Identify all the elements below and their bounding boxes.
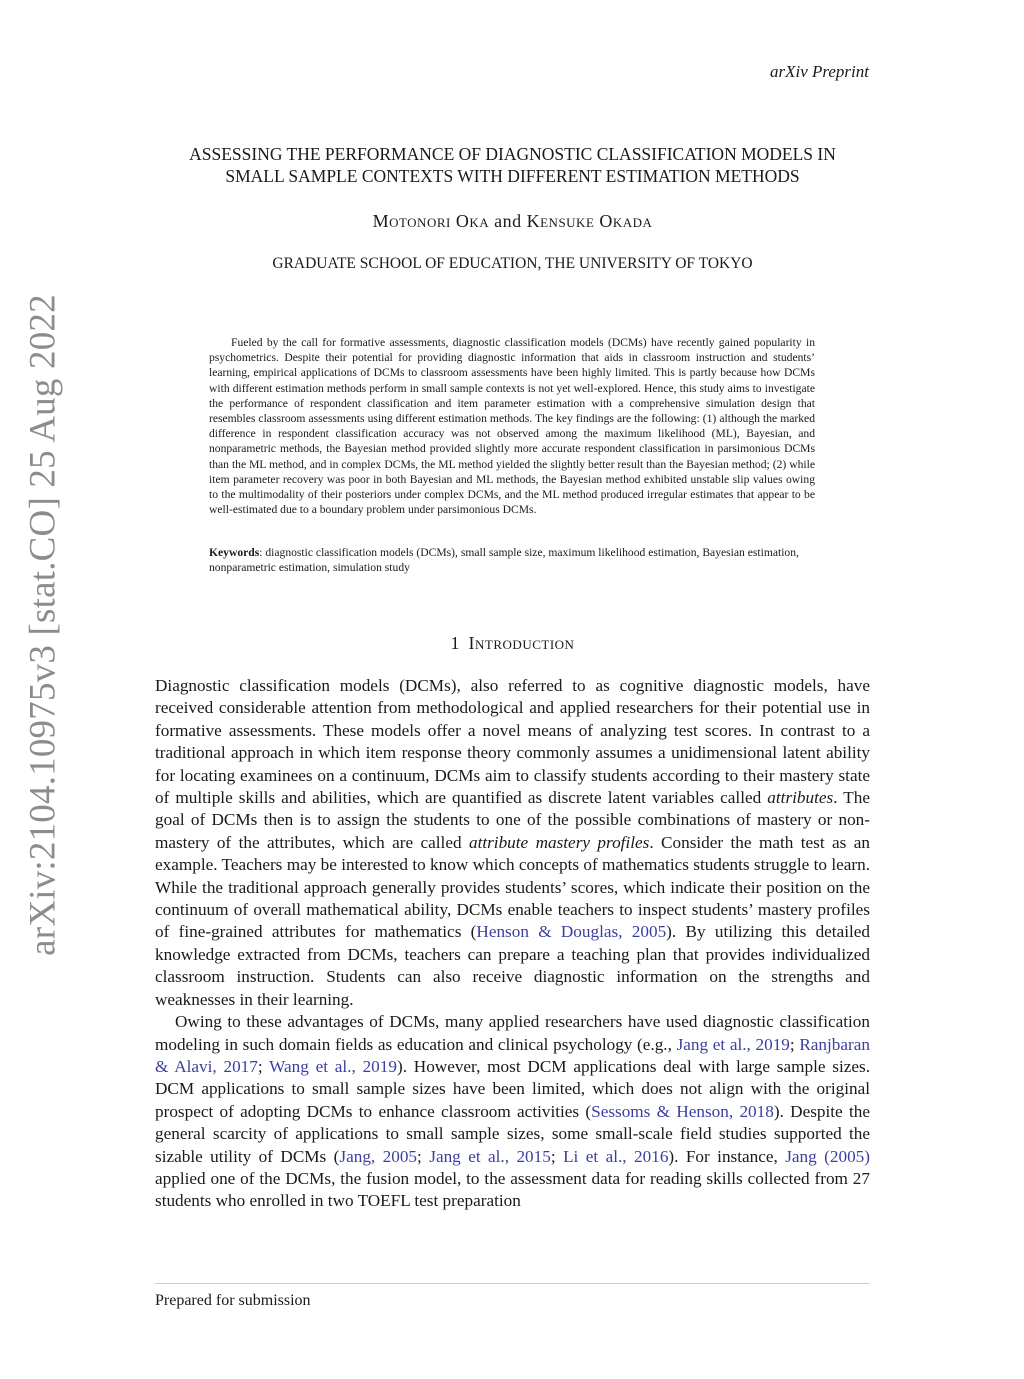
- section-number: 1: [450, 633, 460, 653]
- text-run: Owing to these advantages of DCMs, many applied researchers have used diagnostic classification modeling in such domain fields as education and clinical psychology (e.g.,: [155, 1012, 870, 1054]
- text-run: ). By utilizing this detailed knowledge extracted from DCMs, teachers can prepare a teaching plan that provides individualized classroom instruction. Students can also receive diagnostic information on the strengths and weaknesses in their learning.: [155, 922, 870, 1009]
- text-run: applied one of the DCMs, the fusion model, to the assessment data for reading skills collected from 27 students who enrolled in two TOEFL test preparation: [155, 1168, 870, 1211]
- text-run: . The goal of DCMs then is to assign the students to one of the possible combinations of mastery or non-mastery of the attributes, which are called: [155, 788, 870, 852]
- citation-link[interactable]: Jang (2005): [785, 1146, 870, 1166]
- text-run: ;: [257, 1056, 270, 1076]
- text-run: Diagnostic classification models (DCMs), also referred to as cognitive diagnostic models, have received considerable attention from methodological and applied researchers for their potential use in formative assessments. These models offer a novel means of analyzing test scores. In contrast to a traditional approach in which item response theory commonly assumes a unidimensional latent ability for locating examinees on a continuum, DCMs aim to classify students according to their mastery state of multiple skills and abilities, which are quantified as discrete latent variables called: [155, 676, 870, 808]
- body-text: [155, 675, 870, 1213]
- section-heading: [155, 633, 870, 654]
- citation-link[interactable]: Li et al., 2016: [563, 1146, 669, 1166]
- text-run: ). For instance,: [668, 1146, 786, 1166]
- paragraph-1: [155, 675, 870, 1011]
- authors-conjunction: and: [494, 211, 522, 231]
- authors: [155, 211, 870, 232]
- abstract: Fueled by the call for formative assessments, diagnostic classification models (DCMs) have recently gained popularity in psychometrics. Despite their potential for providing diagnostic information that aids in classroom instruction and students’ learning, empirical applications of DCMs to classroom assessments have been highly limited. This is partly because how DCMs with different estimation methods perform in small sample contexts is not yet well-explored. Hence, this study aims to investigate the performance of respondent classification and item parameter estimation with a comprehensive simulation design that resembles classroom assessments using different estimation methods. The key findings are the following: (1) although the marked difference in respondent classification accuracy was not observed among the maximum likelihood (ML), Bayesian, and nonparametric methods, the Bayesian method provided slightly more accurate respondent classification in parsimonious DCMs than the ML method, and in complex DCMs, the ML method yielded the slightly better result than the Bayesian method; (2) while item parameter recovery was poor in both Bayesian and ML methods, the Bayesian method exhibited unstable slip values owing to the multimodality of their posteriors under complex DCMs, and the ML method produced irregular estimates that appear to be well-estimated due to a boundary problem under parsimonious DCMs.: [209, 336, 815, 517]
- text-run: ;: [789, 1034, 800, 1054]
- keywords-text: : diagnostic classification models (DCMs), small sample size, maximum likelihood estimation, Bayesian estimation, nonparametric estimation, simulation study: [209, 546, 799, 575]
- title-line-1: ASSESSING THE PERFORMANCE OF DIAGNOSTIC CLASSIFICATION MODELS IN: [189, 144, 836, 164]
- paper-title: [155, 143, 870, 187]
- text-run: ). However, most DCM applications deal with large sample sizes. DCM applications to small sample sizes have been limited, which does not align with the original prospect of adopting DCMs to enhance classroom activities (: [155, 1056, 870, 1121]
- citation-link[interactable]: Henson & Douglas, 2005: [476, 922, 667, 942]
- citation-link[interactable]: Sessoms & Henson, 2018: [591, 1101, 774, 1121]
- text-run: ). Despite the general scarcity of applications to small sample sizes, some small-scale field studies supported the sizable utility of DCMs (: [155, 1101, 870, 1166]
- citation-link[interactable]: Jang, 2005: [339, 1146, 418, 1166]
- citation-link[interactable]: Jang et al., 2015: [429, 1146, 551, 1166]
- emphasis-term: attributes: [767, 788, 834, 808]
- text-run: ;: [550, 1146, 564, 1166]
- citation-link[interactable]: Jang et al., 2019: [676, 1034, 790, 1054]
- text-run: ;: [417, 1146, 430, 1166]
- author-2: Kensuke Okada: [526, 211, 653, 231]
- footer-divider: [155, 1283, 870, 1284]
- citation-link[interactable]: Ranjbaran & Alavi, 2017: [155, 1034, 870, 1076]
- citation-link[interactable]: Wang et al., 2019: [269, 1056, 397, 1076]
- affiliation: GRADUATE SCHOOL OF EDUCATION, THE UNIVERSITY OF TOKYO: [272, 255, 753, 272]
- author-1: Motonori Oka: [372, 211, 490, 231]
- emphasis-term: attribute mastery profiles: [468, 832, 650, 852]
- arxiv-side-stamp: arXiv:2104.10975v3 [stat.CO] 25 Aug 2022: [22, 294, 64, 956]
- keywords: [209, 545, 815, 575]
- text-run: . Consider the math test as an example. Teachers may be interested to know which concepts of mathematics students struggle to learn. While the traditional approach generally provides students’ scores, which indicate their position on the continuum of overall mathematical ability, DCMs enable teachers to inspect students’ mastery profiles of fine-grained attributes for mathematics (: [155, 832, 871, 942]
- title-line-2: SMALL SAMPLE CONTEXTS WITH DIFFERENT ESTIMATION METHODS: [225, 166, 800, 186]
- preprint-label: arXiv Preprint: [770, 62, 869, 81]
- footer-note: Prepared for submission: [155, 1292, 311, 1309]
- keywords-label: Keywords: [209, 546, 260, 559]
- paragraph-2: [155, 1011, 870, 1213]
- section-title: Introduction: [468, 633, 575, 653]
